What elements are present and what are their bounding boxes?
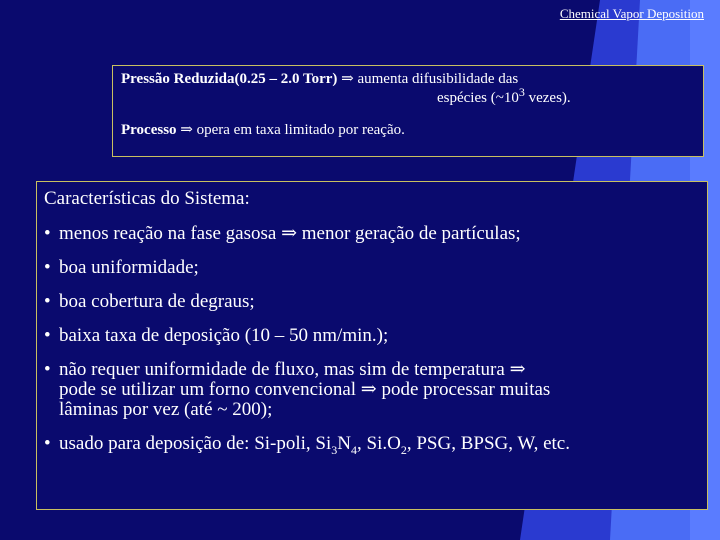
characteristics-title: Características do Sistema: [44, 188, 250, 209]
list-item-text-line: lâminas por vez (até ~ 200); [59, 399, 273, 420]
list-item-text-line: pode se utilizar um forno convencional ⇒ pode processar muitas [59, 379, 551, 400]
bullet-icon: • [44, 359, 51, 380]
materials-text: , Si.O [357, 433, 401, 454]
materials-text: N [337, 433, 352, 454]
species-text-end: vezes). [524, 90, 571, 106]
implies-arrow: ⇒ [180, 122, 193, 138]
list-item-text [59, 433, 700, 457]
bullet-icon: • [44, 325, 51, 346]
materials-text: usado para deposição de: Si-poli, Si [59, 433, 332, 454]
list-item [44, 360, 700, 420]
subscript: 2 [400, 442, 407, 457]
list-item-text: menos reação na fase gasosa ⇒ menor geração de partículas; [59, 223, 521, 244]
bullet-icon: • [44, 433, 51, 454]
implies-arrow: ⇒ [341, 71, 354, 87]
list-item-text [59, 360, 700, 420]
species-text: espécies (~10 [437, 90, 519, 106]
list-item-text: boa uniformidade; [59, 257, 199, 278]
list-item-text: boa cobertura de degraus; [59, 291, 255, 312]
process-label: Processo [121, 122, 177, 138]
bullet-icon: • [44, 257, 51, 278]
bullet-icon: • [44, 223, 51, 244]
list-item-text-line: não requer uniformidade de fluxo, mas sim de temperatura ⇒ [59, 359, 526, 380]
list-item [44, 258, 700, 278]
subscript: 3 [331, 442, 338, 457]
process-line [121, 121, 695, 140]
slide-header-title: Chemical Vapor Deposition [559, 6, 704, 21]
list-item [44, 292, 700, 312]
pressure-line-1 [121, 70, 695, 89]
system-characteristics-box [36, 181, 708, 510]
list-item [44, 433, 700, 457]
list-item-text: baixa taxa de deposição (10 – 50 nm/min.); [59, 325, 389, 346]
pressure-effect-text: aumenta difusibilidade das [357, 71, 519, 87]
pressure-line-2 [121, 85, 695, 108]
bullet-icon: • [44, 291, 51, 312]
exponent: 3 [518, 85, 525, 99]
list-item [44, 326, 700, 346]
materials-text: , PSG, BPSG, W, etc. [406, 433, 570, 454]
process-text: opera em taxa limitado por reação. [196, 122, 405, 138]
list-item [44, 224, 700, 244]
pressure-info-box [112, 65, 704, 157]
subscript: 4 [351, 442, 358, 457]
pressure-label: Pressão Reduzida(0.25 – 2.0 Torr) [121, 71, 338, 87]
